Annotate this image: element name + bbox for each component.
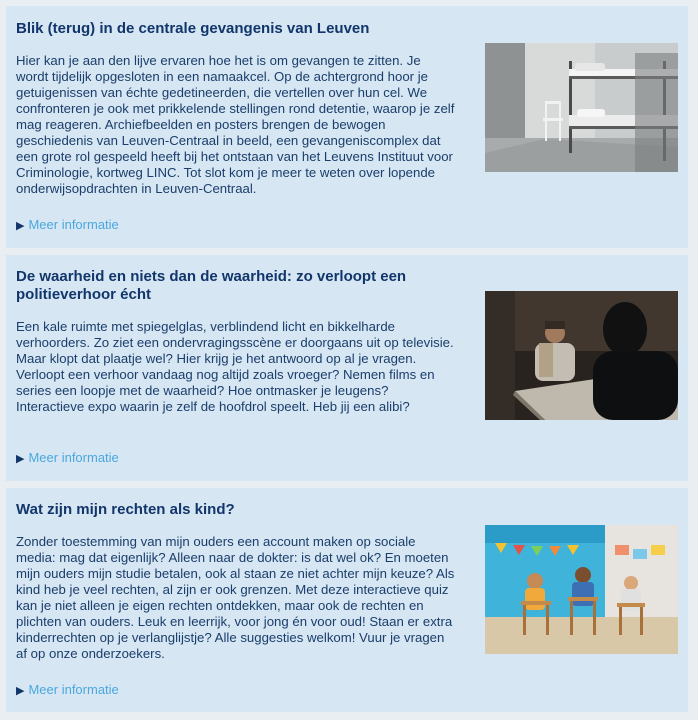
event-card	[6, 255, 688, 481]
event-card	[6, 6, 688, 248]
event-description: Hier kan je aan den lijve ervaren hoe het is om gevangen te zitten. Je wordt tijdelijk opgesloten in een namaakcel. Op de achtergrond hoor je getuigenissen van échte gedetineerden, die vertellen over hun cel. We confronteren je ook met prikkelende stellingen rond detentie, waarop je zelf mag reageren. Archiefbeelden en posters brengen de bewogen geschiedenis van Leuven-Centraal in beeld, een gevangeniscomplex dat een grote rol gespeeld heeft bij het ontstaan van het Leuvens Instituut voor Criminologie, kortweg LINC. Tot slot kom je meer te weten over lopende onderwijsopdrachten in Leuven-Centraal.	[16, 53, 455, 196]
interrogation-photo	[485, 291, 678, 420]
more-info-label: Meer informatie	[28, 450, 119, 465]
prison-cell-photo	[485, 43, 678, 172]
event-title: Blik (terug) in de centrale gevangenis van Leuven	[16, 20, 370, 37]
event-title: Wat zijn mijn rechten als kind?	[16, 501, 235, 518]
event-description: Zonder toestemming van mijn ouders een account maken op sociale media: mag dat eigenlijk? Alleen naar de dokter: is dat wel ok? En moeten mijn ouders mijn studie betalen, ook al staan ze niet achter mijn keuze? Als kind heb je veel rechten, al zijn er ook grenzen. Met deze interactieve quiz kan je niet alleen je eigen rechten ontdekken, maar ook de rechten en plichten van ouders. Leuk en leerrijk, voor jong én voor oud! Staan er extra kinderrechten op je verlanglijstje? Alle suggesties welkom! Vuur je vragen af op onze onderzoekers.	[16, 534, 455, 661]
event-description: Een kale ruimte met spiegelglas, verblindend licht en bikkelharde verhoorders. Zo ziet een ondervragingsscène er doorgaans uit op televisie. Maar klopt dat plaatje wel? Hier krijg je het antwoord op al je vragen. Verloopt een verhoor vandaag nog altijd zoals vroeger? Nemen films en series een loopje met de waarheid? Hoe ontmasker je leugens? Interactieve expo waarin je zelf de hoofdrol speelt. Heb jij een alibi?	[16, 319, 454, 414]
play-arrow-icon: ▶	[16, 685, 25, 697]
event-title: De waarheid en niets dan de waarheid: zo verloopt een politieverhoor écht	[16, 268, 407, 303]
more-info-label: Meer informatie	[28, 682, 119, 697]
play-arrow-icon: ▶	[16, 220, 25, 232]
event-card	[6, 488, 688, 712]
more-info-label: Meer informatie	[28, 217, 119, 232]
more-info-link[interactable]	[16, 450, 119, 467]
play-arrow-icon: ▶	[16, 453, 25, 465]
more-info-link[interactable]	[16, 682, 119, 699]
classroom-photo	[485, 525, 678, 654]
more-info-link[interactable]	[16, 217, 119, 234]
